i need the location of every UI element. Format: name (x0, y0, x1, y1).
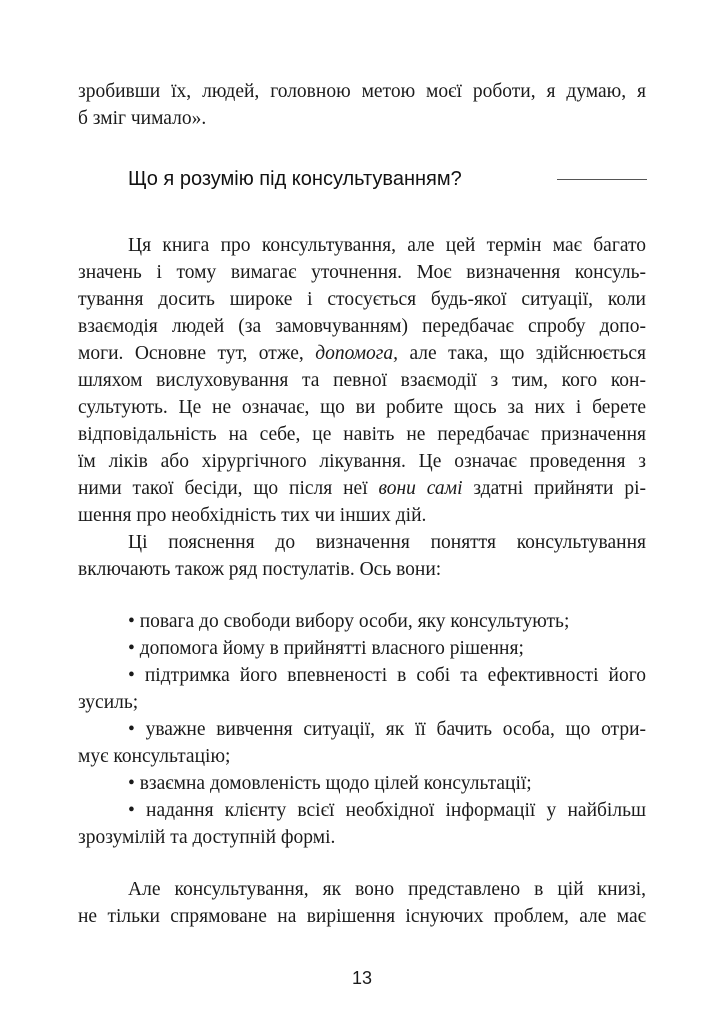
body-text-line: зробивши їх, людей, головною метою моєї роботи, я думаю, я (78, 81, 646, 102)
list-item: • повага до свободи вибору особи, яку консультують; (128, 611, 570, 632)
heading-rule (557, 179, 647, 180)
list-item: • взаємна домовленість щодо цілей консультації; (128, 773, 532, 794)
body-text-line: шляхом вислуховування та певної взаємодії з тим, кого кон- (78, 370, 646, 391)
body-text-line: б зміг чимало». (78, 108, 207, 129)
section-heading: Що я розумію під консультуванням? (128, 168, 462, 190)
body-text-line: моги. Основне тут, отже, допомога, але така, що здійснюється (78, 343, 646, 364)
body-text-line: сультують. Це не означає, що ви робите щось за них і берете (78, 397, 646, 418)
body-text-line: взаємодія людей (за замовчуванням) передбачає спробу допо- (78, 316, 646, 337)
list-item-continuation: мує консультацію; (78, 746, 231, 767)
body-text-line: Ці пояснення до визначення поняття консультування (128, 532, 646, 553)
body-text-line: не тільки спрямоване на вирішення існуючих проблем, але має (78, 906, 646, 927)
page-number: 13 (351, 968, 373, 988)
list-item: • уважне вивчення ситуації, як її бачить особа, що отри- (128, 719, 646, 740)
body-text-line: Але консультування, як воно представлено в цій книзі, (128, 879, 646, 900)
body-text-line: включають також ряд постулатів. Ось вони: (78, 559, 442, 580)
body-text-line: шення про необхідність тих чи інших дій. (78, 505, 427, 526)
list-item-continuation: зусиль; (78, 692, 139, 713)
body-text-line: їм ліків або хірургічного лікування. Це означає проведення з (78, 451, 646, 472)
body-text-line: значень і тому вимагає уточнення. Моє визначення консуль- (78, 262, 646, 283)
body-text-line: тування досить широке і стосується будь-якої ситуації, коли (78, 289, 646, 310)
emphasis-text: вони самі (378, 478, 463, 499)
emphasis-text: допомога, (315, 343, 399, 364)
list-item-continuation: зрозумілій та доступній формі. (78, 827, 336, 848)
list-item: • надання клієнту всієї необхідної інформації у найбільш (128, 800, 646, 821)
body-text-line: відповідальність на себе, це навіть не передбачає призначення (78, 424, 646, 445)
list-item: • підтримка його впевненості в собі та ефективності його (128, 665, 646, 686)
list-item: • допомога йому в прийнятті власного рішення; (128, 638, 524, 659)
body-text-line: ними такої бесіди, що після неї вони самі здатні прийняти рі- (78, 478, 646, 499)
body-text-line: Ця книга про консультування, але цей термін має багато (128, 235, 646, 256)
